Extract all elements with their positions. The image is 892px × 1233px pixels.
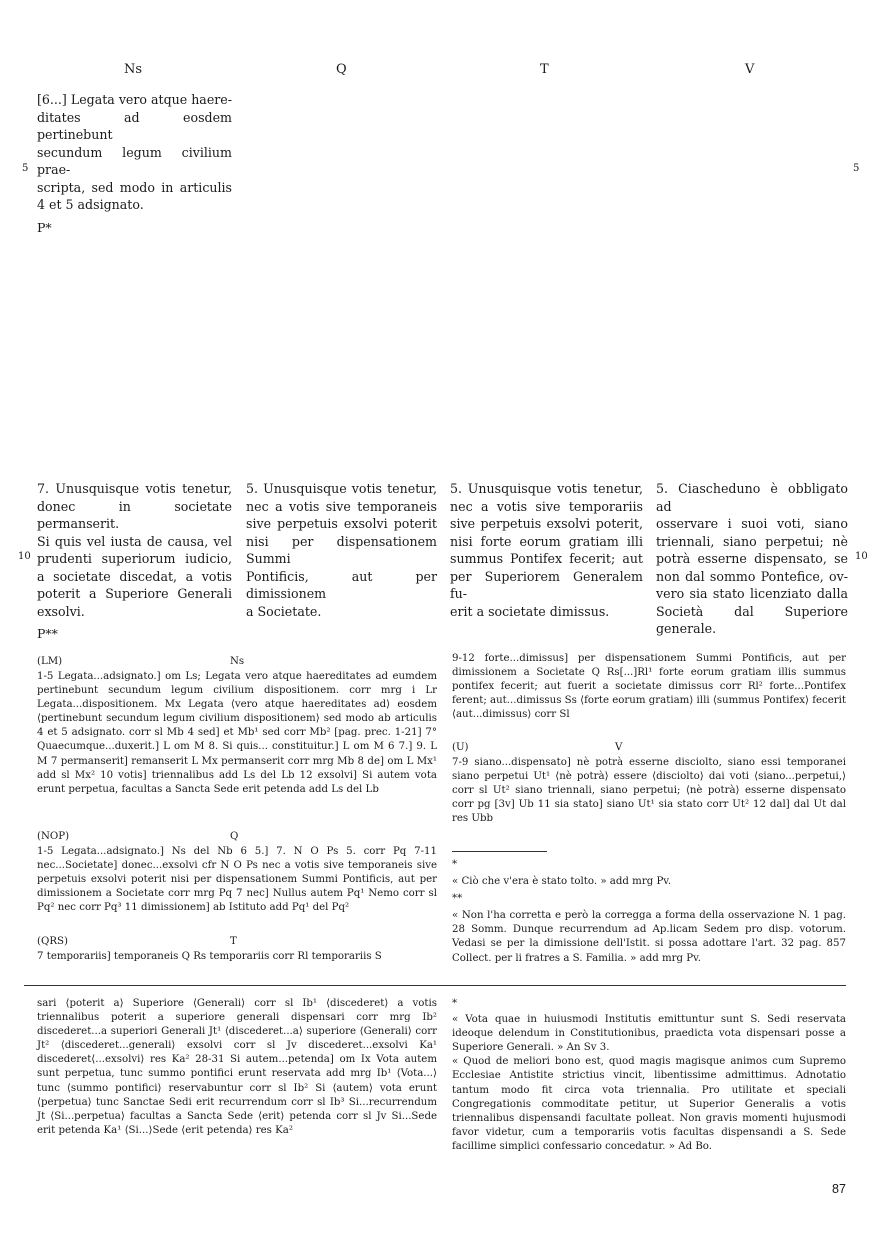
apparatus-group: (U): [452, 742, 469, 753]
apparatus-header: [37, 655, 437, 670]
footnote-star: **: [452, 893, 463, 905]
apparatus-text: 7 temporariis] temporaneis Q Rs temporariis corr Rl temporariis S: [37, 951, 382, 962]
apparatus-text: 7-9 siano...dispensato] nè potrà esserne disciolto, siano essi temporanei siano perpetui Ut¹ ⟨nè potrà⟩ essere ⟨disciolto⟩ dai voti ⟨siano...perpetui,⟩ corr sl Ut² siano triennali, siano perpetui; ⟨nè potrà⟩ esserne dispensato corr pg [3v] Ub 11 sia stato] siano Ut¹ sia stato corr Ut² 12 dal] dal Ut dal res Ubb: [452, 757, 846, 825]
apparatus-siglum: Ns: [230, 656, 245, 667]
apparatus-siglum: Q: [230, 831, 239, 842]
text-line: 5. Ciascheduno è obbligato ad: [656, 481, 848, 514]
text-line: poterit a Superiore Generali: [37, 586, 232, 601]
apparatus-lower-right: [452, 997, 846, 1154]
apparatus-header: [37, 830, 437, 845]
apparatus-siglum: V: [615, 742, 623, 753]
text-line: per Superiorem Generalem fu-: [450, 568, 643, 601]
footnote-separator: [452, 851, 547, 852]
footnote-text: « Quod de meliori bono est, quod magis magisque animos cum Supremo Ecclesiae Antistite strictius vincit, libentissime admittimus. Adnotatio tantum modo fit circa vota triennalia. Pro utilitate et speciali Congregationis commoditate petitur, ut Superior Generalis a votis triennalibus dispensandi facultate polleat. Non gravis momenti hujusmodi favor videtur, cum a temporariis votis facultas dispensandi a S. Sede facillime simplici confessario concedatur. » Ad Bo.: [452, 1056, 846, 1152]
apparatus-group: (QRS): [37, 936, 68, 947]
text-line: vero sia stato licenziato dalla: [656, 586, 848, 601]
siglum-q: Q: [336, 62, 347, 77]
text-line: triennali, siano perpetui; nè: [656, 533, 848, 549]
ns-column: [37, 480, 232, 643]
apparatus-group: (LM): [37, 656, 63, 667]
line-number: 10: [855, 551, 868, 562]
text-line: 4 et 5 adsignato.: [37, 197, 144, 212]
line-number: 10: [18, 551, 31, 562]
footnote-star: *: [452, 998, 458, 1009]
footnote-text: « Non l'ha corretta e però la corregga a forma della osservazione N. 1 pag. 28 Somm. Dunque recurrendum ad Ap.licam Sedem pro disp. votorum. Vedasi se per la dimissione dell'Istit. si possa adottare l'art. 32 pag. 857 Collect. per li fratres a S. Familia. » add mrg Pv.: [452, 910, 846, 964]
apparatus-siglum: T: [230, 936, 237, 947]
text-line: nisi forte eorum gratiam illi: [450, 533, 643, 549]
apparatus-qrs: [37, 935, 437, 964]
ns-upper-paragraph: [37, 91, 232, 236]
text-line: donec in societate permanserit.: [37, 498, 232, 531]
apparatus-u: [452, 741, 846, 826]
apparatus-header: [452, 741, 846, 756]
text-line: nec a votis sive temporariis: [450, 498, 643, 514]
horizontal-rule: [24, 985, 846, 986]
text-line: 5. Unusquisque votis tenetur,: [450, 481, 643, 496]
text-line: sive perpetuis exsolvi poterit: [246, 516, 437, 531]
apparatus-text: sari ⟨poterit a⟩ Superiore ⟨Generali⟩ corr sl Ib¹ ⟨discederet⟩ a votis triennalibus poterit a superiore generali dispensari corr mrg Ib² discederet...a superiori Generali Jt¹ ⟨discederet...a⟩ superiore ⟨Generali⟩ corr Jt² ⟨discederet...generali⟩ exsolvi corr sl Jv discederet...exsolvi Ka¹ discederet⟨...exsolvi⟩ res Ka² 28-31 Si autem...petenda] om Ix Vota autem sunt perpetua, tunc summo pontifici erunt reservata add mrg Ib¹ ⟨Vota...⟩tunc ⟨summo pontifici⟩ reservabuntur corr sl Ib² Si ⟨autem⟩ vota erunt ⟨perpetua⟩ tunc Sanctae Sedi erit recurrendum corr sl Ib³ Si...recurrendum Jt ⟨Si...perpetua⟩ facultas a Sancta Sede ⟨erit⟩ petenda corr sl Jv Si...Sede erit petenda Ka¹ ⟨Si...⟩Sede ⟨erit petenda⟩ res Ka²: [37, 998, 437, 1136]
v-column: [656, 480, 848, 638]
text-line: osservare i suoi voti, siano: [656, 516, 848, 531]
siglum-t: T: [540, 62, 549, 77]
text-line: Pontificis, aut per dimissionem: [246, 568, 437, 601]
text-line: nec a votis sive temporaneis: [246, 498, 437, 514]
footnote-mark: P*: [37, 219, 52, 235]
text-line: sive perpetuis exsolvi poterit,: [450, 516, 643, 531]
text-line: Si quis vel iusta de causa, vel: [37, 533, 232, 549]
apparatus-text: 9-12 forte...dimissus] per dispensationem Summi Pontificis, aut per dimissionem a Societate Q Rs[...]Rl¹ forte eorum gratiam illis summus pontifex fecerit; aut fuerit a societate dimissus corr Rl² forte...Pontifex ferent; aut...dimissus Ss ⟨forte eorum gratiam⟩ illi ⟨summus Pontifex⟩ fecerit ⟨aut...dimissus⟩ corr Sl: [452, 653, 846, 721]
footnote-star: *: [452, 859, 458, 870]
text-line: 7. Unusquisque votis tenetur,: [37, 481, 232, 496]
apparatus-text: 1-5 Legata...adsignato.] Ns del Nb 6 5.] 7. N O Ps 5. corr Pq 7-11 nec...Societate] donec...exsolvi cfr N O Ps nec a votis sive temporaneis sive perpetuis exsolvi poterit nisi per dispensationem Summi Pontificis, aut per dimissionem a Societate corr mrg Pq 7 nec] Nullus autem Pq¹ Nemo corr sl Pq² nec corr Pq³ 11 dimissionem] ab Istituto add Pq¹ del Pq²: [37, 846, 437, 914]
text-line: scripta, sed modo in articulis: [37, 179, 232, 195]
q-column: [246, 480, 437, 620]
text-line: ditates ad eosdem pertinebunt: [37, 109, 232, 142]
text-line: a societate discedat, a votis: [37, 568, 232, 584]
text-line: [6...] Legata vero atque haere-: [37, 92, 232, 107]
siglum-v: V: [745, 62, 755, 77]
apparatus-nop: [37, 830, 437, 915]
text-line: secundum legum civilium prae-: [37, 144, 232, 177]
text-line: Società dal Superiore generale.: [656, 603, 848, 636]
line-number: 5: [853, 163, 860, 174]
text-line: non dal sommo Pontefice, ov-: [656, 568, 848, 584]
text-line: 5. Unusquisque votis tenetur,: [246, 481, 437, 496]
footnote-text: « Vota quae in huiusmodi Institutis emittuntur sunt S. Sedi reservata ideoque delendum in Constitutionibus, praedicta vota dispensari posse a Superiore Generali. » An Sv 3.: [452, 1014, 846, 1054]
apparatus-lm: [37, 655, 437, 797]
page-number: 87: [832, 1182, 846, 1196]
footnote-text: « Ciò che v'era è stato tolto. » add mrg Pv.: [452, 876, 672, 888]
text-line: a Societate.: [246, 603, 322, 619]
t-column: [450, 480, 643, 620]
apparatus-group: (NOP): [37, 831, 70, 842]
text-line: erit a societate dimissus.: [450, 603, 610, 619]
siglum-ns: Ns: [124, 62, 143, 77]
text-line: exsolvi.: [37, 603, 85, 619]
text-line: nisi per dispensationem Summi: [246, 533, 437, 566]
apparatus-lower-left: [37, 997, 437, 1138]
line-number: 5: [22, 163, 29, 174]
text-line: summus Pontifex fecerit; aut: [450, 551, 643, 566]
footnote-mark: P**: [37, 626, 58, 641]
apparatus-t-continued: [452, 652, 846, 722]
text-line: potrà esserne dispensato, se: [656, 551, 848, 566]
apparatus-header: [37, 935, 437, 950]
text-line: prudenti superiorum iudicio,: [37, 551, 232, 566]
footnotes-upper: [452, 858, 846, 966]
apparatus-text: 1-5 Legata...adsignato.] om Ls; Legata vero atque haereditates ad eumdem pertinebunt secundum legum civilium dispositionem. corr mrg i Lr Legata...dispositionem. Mx Legata ⟨vero atque haereditates ad⟩ eosdem ⟨pertinebunt secundum legum civilium dispositionem⟩ sed modo ab articulis 4 et 5 adsignato. corr sl Mb 4 sed] et Mb¹ sed corr Mb² [pag. prec. 1-21] 7° Quaecumque...duxerit.] L om M 8. Si quis... constituitur.] L om M 6 7.] 9. L M 7 permanserit] remanserit L Mx permanserit corr mrg Mb 8 de] om L Mx¹ add sl Mx² 10 votis] triennalibus add Ls del Lb 12 exsolvi] Si autem vota erunt perpetua, facultas a Sancta Sede erit petenda add Ls del Lb: [37, 671, 437, 795]
